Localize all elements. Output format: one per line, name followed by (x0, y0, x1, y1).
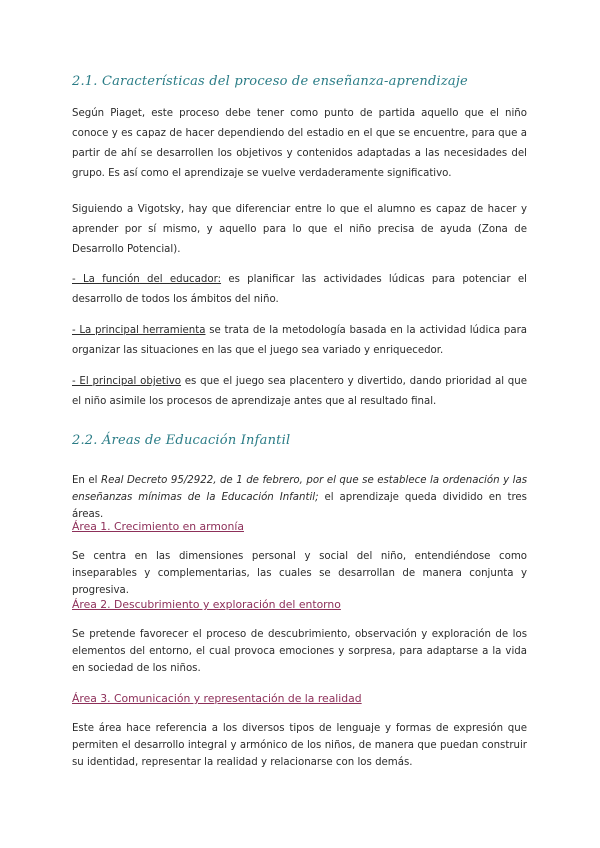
area-2-title: Área 2. Descubrimiento y exploración del entorno (72, 598, 341, 611)
section-heading-characteristics: 2.1. Características del proceso de enseñanza-aprendizaje (72, 74, 468, 89)
educator-role-text: es planificar las actividades lúdicas para potenciar el desarrollo de todos los ámbitos del niño. (72, 274, 527, 305)
main-objective-text: es que el juego sea placentero y divertido, dando prioridad al que el niño asimile los procesos de aprendizaje antes que al resultado final. (72, 376, 527, 407)
area-3-description: Este área hace referencia a los diversos tipos de lenguaje y formas de expresión que permiten el desarrollo integral y armónico de los niños, de manera que puedan construir su identidad, representar la realidad y relacionarse con los demás. (72, 723, 527, 768)
paragraph-decree-intro (72, 472, 527, 523)
main-tool-label: - La principal herramienta (72, 325, 206, 336)
area-3-title: Área 3. Comunicación y representación de la realidad (72, 692, 362, 705)
intro-pre-text: En el (72, 475, 102, 486)
area-1-description: Se centra en las dimensiones personal y social del niño, entendiéndose como inseparables y complementarias, las cuales se desarrollan de manera conjunta y progresiva. (72, 551, 527, 596)
list-item-main-tool (72, 321, 527, 361)
main-tool-text: se trata de la metodología basada en la actividad lúdica para organizar las situaciones en las que el juego sea variado y enriquecedor. (72, 325, 527, 356)
intro-post-text: el aprendizaje queda dividido en tres áreas. (72, 492, 527, 520)
main-objective-label: - El principal objetivo (72, 376, 182, 387)
list-item-main-objective (72, 372, 527, 412)
educator-role-label: - La función del educador: (72, 274, 222, 285)
decree-citation: Real Decreto 95/2922, de 1 de febrero, por el que se establece la ordenación y las enseñanzas mínimas de la Educación Infantil; (72, 475, 528, 503)
paragraph-vigotsky: Siguiendo a Vigotsky, hay que diferenciar entre lo que el alumno es capaz de hacer y aprender por sí mismo, y aquello para lo que el niño precisa de ayuda (Zona de Desarrollo Potencial). (72, 204, 527, 255)
area-1-title: Área 1. Crecimiento en armonía (72, 520, 244, 533)
area-2-description: Se pretende favorecer el proceso de descubrimiento, observación y exploración de los elementos del entorno, el cual provoca emociones y sorpresa, para adaptarse a la vida en sociedad de los niños. (72, 629, 527, 674)
list-item-educator-role (72, 270, 527, 310)
paragraph-piaget: Según Piaget, este proceso debe tener como punto de partida aquello que el niño conoce y es capaz de hacer dependiendo del estadio en el que se encuentre, para que a partir de ahí se desarrollen los objetivos y contenidos adaptadas a las necesidades del grupo. Es así como el aprendizaje se vuelve verdaderamente significativo. (72, 108, 527, 179)
section-heading-areas: 2.2. Áreas de Educación Infantil (72, 433, 291, 448)
